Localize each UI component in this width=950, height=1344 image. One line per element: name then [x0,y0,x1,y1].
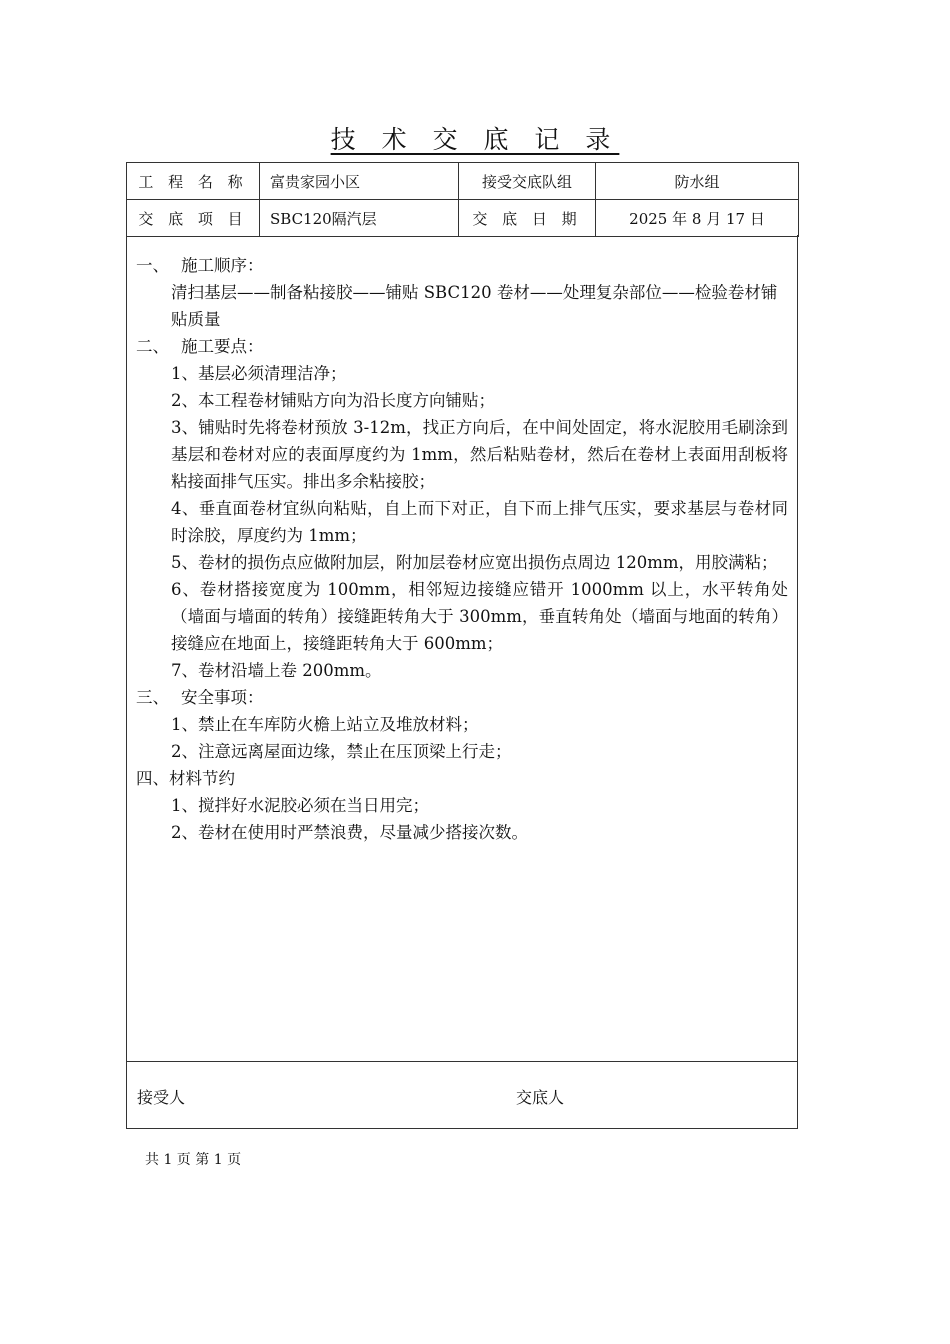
presenter-label: 交底人 [516,1088,565,1107]
project-name-label: 工 程 名 称 [127,163,260,200]
section-line: 2、卷材在使用时严禁浪费，尽量减少搭接次数。 [171,823,528,842]
page-count: 共 1 页 第 1 页 [145,1152,242,1168]
content-body [136,252,788,846]
date-label: 交 底 日 期 [459,200,596,237]
section-line: 1、禁止在车库防火檐上站立及堆放材料； [171,715,479,734]
section-line: 1、搅拌好水泥胶必须在当日用完； [171,796,429,815]
header-row-item [127,200,799,237]
document-title: 技 术 交 底 记 录 [330,125,620,154]
section-heading: 三、 安全事项： [136,688,264,707]
section-line: 2、注意远离屋面边缘，禁止在压顶梁上行走； [171,742,512,761]
section-heading: 二、 施工要点： [136,337,264,356]
section-line: 5、卷材的损伤点应做附加层，附加层卷材应宽出损伤点周边 120mm，用胶满粘； [171,553,778,572]
section-line: 7、卷材沿墙上卷 200mm。 [171,661,382,680]
item-value: SBC120隔汽层 [260,200,459,237]
project-name-value: 富贵家园小区 [260,163,459,200]
section-line: 3、铺贴时先将卷材预放 3-12m，找正方向后，在中间处固定，将水泥胶用毛刷涂到基层和卷材对应的表面厚度约为 1mm，然后粘贴卷材，然后在卷材上表面用刮板将粘接面排气压实。排出多余粘接胶； [171,418,788,491]
content-box [126,235,798,1062]
section-heading: 四、材料节约 [136,769,235,788]
header-row-project [127,163,799,200]
team-value: 防水组 [596,163,799,200]
item-label: 交 底 项 目 [127,200,260,237]
section-line: 1、基层必须清理洁净； [171,364,347,383]
team-label: 接受交底队组 [459,163,596,200]
receiver-label: 接受人 [137,1088,186,1107]
section-line: 4、垂直面卷材宜纵向粘贴，自上而下对正，自下而上排气压实，要求基层与卷材同时涂胶，厚度约为 1mm； [171,499,788,545]
section-line: 6、卷材搭接宽度为 100mm，相邻短边接缝应错开 1000mm 以上，水平转角处（墙面与墙面的转角）接缝距转角大于 300mm，垂直转角处（墙面与地面的转角）接缝应在地面上，接缝距转角大于 600mm； [171,580,788,653]
signature-box [126,1061,798,1129]
date-value: 2025 年 8 月 17 日 [596,200,799,237]
header-table [126,162,799,237]
section-heading: 一、 施工顺序： [136,256,264,275]
section-line: 2、本工程卷材铺贴方向为沿长度方向铺贴； [171,391,495,410]
section-line: 清扫基层——制备粘接胶——铺贴 SBC120 卷材——处理复杂部位——检验卷材铺贴质量 [171,283,778,329]
